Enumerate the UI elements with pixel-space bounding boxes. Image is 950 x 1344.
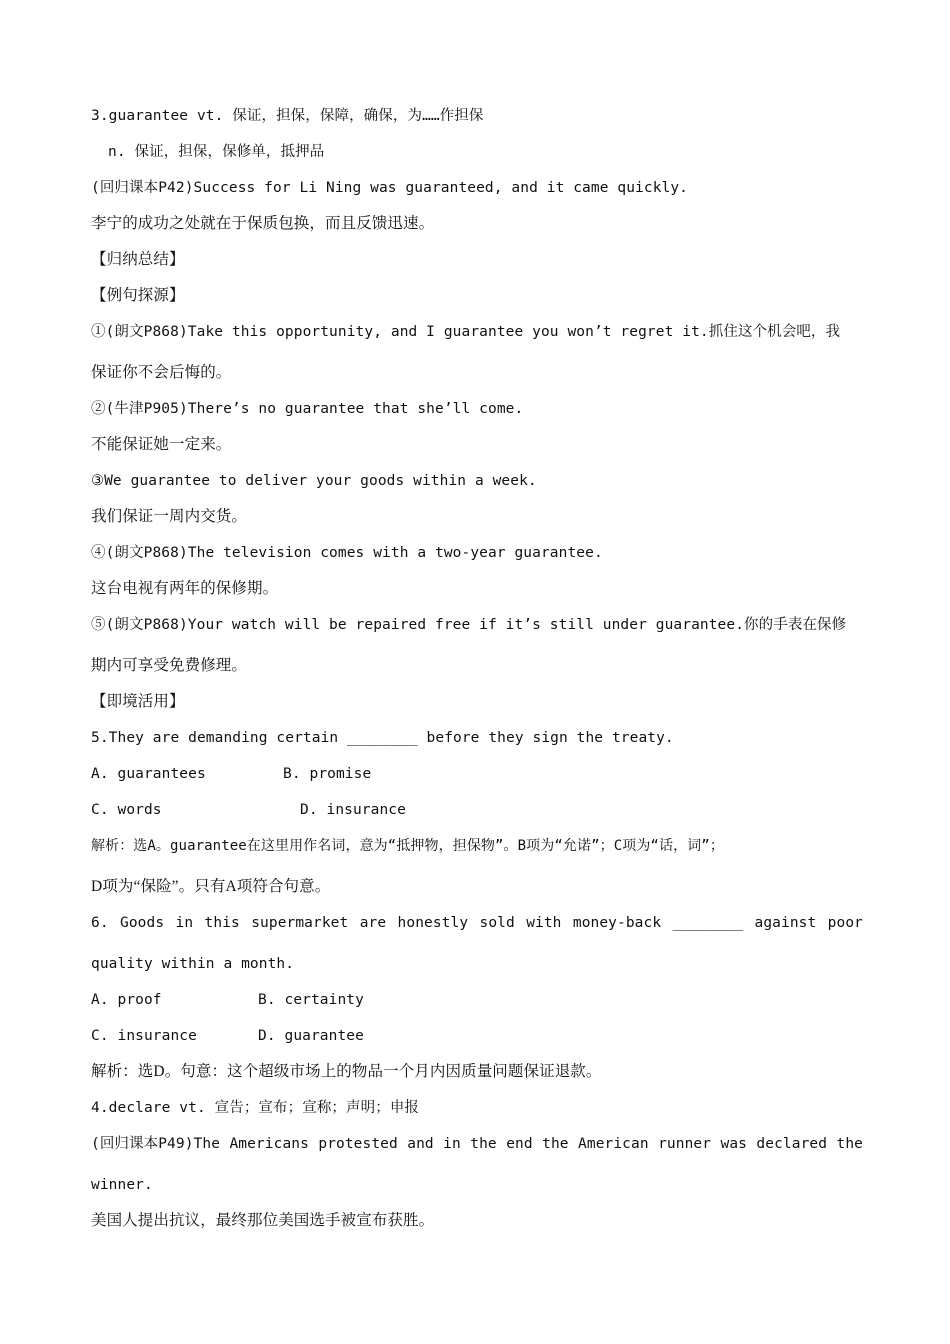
option-a: A. proof	[91, 992, 162, 1008]
word: protested	[318, 1136, 398, 1152]
word: with	[526, 915, 562, 931]
word: runner	[658, 1136, 712, 1152]
word: and	[407, 1136, 434, 1152]
example-sentence-4: ④(朗文P868)The television comes with a two-year guarantee.	[91, 545, 603, 561]
vocab-entry-guarantee-noun: n. 保证，担保，保修单，抵押品	[108, 144, 325, 160]
word: declared	[756, 1136, 828, 1152]
example-sentence-5: ⑤(朗文P868)Your watch will be repaired free if it’s still under guarantee.你的手表在保修	[91, 617, 847, 633]
document-page	[91, 98, 863, 1239]
option-b: B. certainty	[258, 992, 364, 1008]
word: are	[359, 915, 387, 931]
answer-explanation-5: 解析：选A。guarantee在这里用作名词，意为“抵押物，担保物”。B项为“允诺”；C项为“话，词”；	[91, 838, 724, 854]
example-sentence-5-cont: 期内可享受免费修理。	[91, 657, 248, 674]
word: this	[204, 915, 240, 931]
textbook-example-declare-cont: winner.	[91, 1177, 153, 1193]
example-sentence-1: ①(朗文P868)Take this opportunity, and I guarantee you won’t regret it.抓住这个机会吧，我	[91, 324, 841, 340]
word: poor	[827, 915, 863, 931]
option-c: C. words	[91, 802, 162, 818]
word: against	[754, 915, 817, 931]
word: Americans	[229, 1136, 309, 1152]
question-5: 5.They are demanding certain ________ before they sign the treaty.	[91, 730, 674, 746]
word: in	[175, 915, 194, 931]
section-heading-practice: 【即境活用】	[91, 693, 185, 710]
textbook-translation-declare: 美国人提出抗议，最终那位美国选手被宣布获胜。	[91, 1212, 435, 1229]
question-5-options-ab	[91, 756, 863, 792]
word: end	[506, 1136, 533, 1152]
textbook-example: (回归课本P42)Success for Li Ning was guaranteed, and it came quickly.	[91, 180, 689, 196]
word: in	[443, 1136, 461, 1152]
question-6-options-cd	[91, 1018, 863, 1054]
section-heading-examples: 【例句探源】	[91, 287, 185, 304]
answer-explanation-6: 解析：选D。句意：这个超级市场上的物品一个月内因质量问题保证退款。	[91, 1063, 602, 1080]
example-sentence-4-translation: 这台电视有两年的保修期。	[91, 580, 279, 597]
word: sold	[479, 915, 515, 931]
word: honestly	[397, 915, 469, 931]
word: Goods	[120, 915, 165, 931]
word: the	[542, 1136, 569, 1152]
word: money-back	[572, 915, 662, 931]
question-6	[91, 905, 863, 946]
option-c: C. insurance	[91, 1028, 197, 1044]
example-sentence-3: ③We guarantee to deliver your goods within a week.	[91, 473, 537, 489]
example-sentence-2: ②(牛津P905)There’s no guarantee that she’ll come.	[91, 401, 524, 417]
answer-explanation-5-cont: D项为“保险”。只有A项符合句意。	[91, 878, 331, 895]
textbook-translation: 李宁的成功之处就在于保质包换，而且反馈迅速。	[91, 215, 435, 232]
option-a: A. guarantees	[91, 766, 206, 782]
word: supermarket	[251, 915, 349, 931]
textbook-example-declare	[91, 1126, 863, 1167]
option-b: B. promise	[283, 766, 372, 782]
option-d: D. guarantee	[258, 1028, 364, 1044]
word: ________	[672, 915, 744, 931]
option-d: D. insurance	[300, 802, 406, 818]
word: the	[836, 1136, 863, 1152]
example-sentence-2-translation: 不能保证她一定来。	[91, 436, 232, 453]
vocab-entry-declare: 4.declare vt. 宣告；宣布；宣称；声明；申报	[91, 1100, 420, 1116]
example-sentence-3-translation: 我们保证一周内交货。	[91, 508, 248, 525]
word: the	[470, 1136, 497, 1152]
question-6-options-ab	[91, 982, 863, 1018]
vocab-entry-guarantee: 3.guarantee vt. 保证，担保，保障，确保，为……作担保	[91, 108, 484, 124]
example-sentence-1-cont: 保证你不会后悔的。	[91, 364, 232, 381]
section-heading-summary: 【归纳总结】	[91, 251, 185, 268]
word: (回归课本P49)The	[91, 1136, 221, 1152]
word: 6.	[91, 915, 109, 931]
question-6-cont: quality within a month.	[91, 956, 295, 972]
question-5-options-cd	[91, 792, 863, 828]
word: was	[720, 1136, 747, 1152]
word: American	[578, 1136, 649, 1152]
